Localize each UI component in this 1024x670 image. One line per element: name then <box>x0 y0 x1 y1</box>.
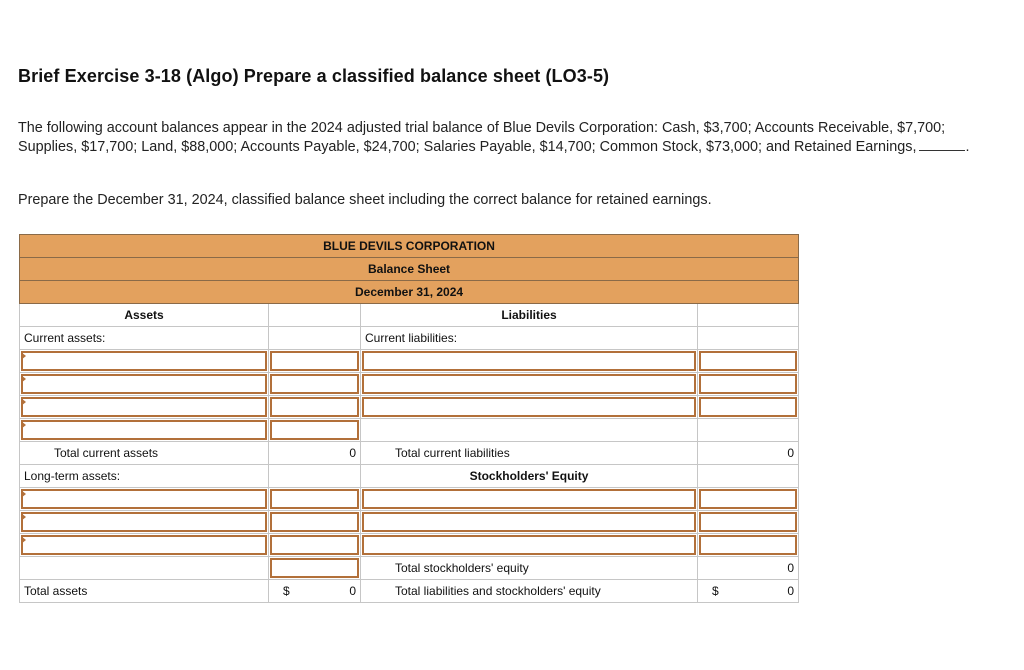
section-label-row <box>20 327 799 350</box>
current-asset-entry-row-2 <box>20 373 799 396</box>
current-liability-account-select-1[interactable] <box>362 351 696 371</box>
empty-cell <box>361 419 698 442</box>
grand-total-row <box>20 580 799 603</box>
current-asset-account-cell <box>20 350 269 373</box>
empty-cell <box>698 465 799 488</box>
long-term-asset-account-select-3[interactable] <box>21 535 267 555</box>
empty-cell <box>20 557 269 580</box>
problem-text-body: The following account balances appear in the 2024 adjusted trial balance of Blue Devils Corporation: Cash, $3,700; Accounts Receivable, $7,700; Supplies, $17,700; Land, $88,000; Accounts Payable, $24,700; Salaries Payable, $14,700; Common Stock, $73,000; and Retained Earnings, <box>18 120 946 155</box>
current-asset-amount-cell <box>269 419 361 442</box>
current-asset-entry-row-3 <box>20 396 799 419</box>
section-label-row-2 <box>20 465 799 488</box>
current-asset-account-cell <box>20 419 269 442</box>
balance-sheet-table <box>19 234 799 603</box>
total-assets-label: Total assets <box>20 580 269 603</box>
total-stockholders-equity-value: 0 <box>698 557 799 580</box>
equity-total-row <box>20 557 799 580</box>
current-asset-amount-cell <box>269 350 361 373</box>
company-name: BLUE DEVILS CORPORATION <box>20 235 799 258</box>
empty-cell <box>698 304 799 327</box>
column-header-row <box>20 304 799 327</box>
long-term-asset-amount-cell <box>269 534 361 557</box>
current-liability-account-cell <box>361 373 698 396</box>
empty-cell <box>698 419 799 442</box>
equity-amount-cell <box>698 488 799 511</box>
current-liability-amount-cell <box>698 373 799 396</box>
long-term-asset-amount-input-3[interactable] <box>270 535 359 555</box>
total-liabilities-equity-label: Total liabilities and stockholders' equity <box>361 580 698 603</box>
current-liability-amount-input-1[interactable] <box>699 351 797 371</box>
stockholders-equity-header: Stockholders' Equity <box>361 465 698 488</box>
long-term-asset-amount-input-4[interactable] <box>270 558 359 578</box>
total-liabilities-equity-currency: $ <box>712 584 719 598</box>
long-term-asset-account-select-1[interactable] <box>21 489 267 509</box>
long-term-asset-account-cell <box>20 488 269 511</box>
empty-cell <box>269 465 361 488</box>
long-term-asset-entry-row-1 <box>20 488 799 511</box>
current-liability-amount-input-2[interactable] <box>699 374 797 394</box>
current-liability-amount-input-3[interactable] <box>699 397 797 417</box>
equity-account-cell <box>361 534 698 557</box>
current-asset-account-select-2[interactable] <box>21 374 267 394</box>
assets-header: Assets <box>20 304 269 327</box>
total-assets-currency: $ <box>283 584 290 598</box>
long-term-asset-amount-input-2[interactable] <box>270 512 359 532</box>
current-liability-account-select-2[interactable] <box>362 374 696 394</box>
total-liabilities-equity-cell <box>698 580 799 603</box>
totals-row-current <box>20 442 799 465</box>
current-asset-amount-input-1[interactable] <box>270 351 359 371</box>
current-liability-account-cell <box>361 350 698 373</box>
instruction-text: Prepare the December 31, 2024, classified balance sheet including the correct balance for retained earnings. <box>18 192 712 208</box>
long-term-asset-amount-cell <box>269 488 361 511</box>
long-term-asset-entry-row-2 <box>20 511 799 534</box>
total-current-liabilities-label: Total current liabilities <box>361 442 698 465</box>
current-asset-account-select-3[interactable] <box>21 397 267 417</box>
empty-cell <box>698 327 799 350</box>
current-liability-amount-cell <box>698 396 799 419</box>
total-current-liabilities-value: 0 <box>698 442 799 465</box>
current-asset-amount-input-3[interactable] <box>270 397 359 417</box>
equity-account-select-3[interactable] <box>362 535 696 555</box>
current-asset-amount-cell <box>269 396 361 419</box>
equity-account-select-1[interactable] <box>362 489 696 509</box>
exercise-title: Brief Exercise 3-18 (Algo) Prepare a classified balance sheet (LO3-5) <box>18 66 610 86</box>
equity-amount-cell <box>698 534 799 557</box>
header-row-statement <box>20 258 799 281</box>
current-assets-label: Current assets: <box>20 327 269 350</box>
equity-amount-cell <box>698 511 799 534</box>
equity-amount-input-3[interactable] <box>699 535 797 555</box>
total-current-assets-label: Total current assets <box>20 442 269 465</box>
long-term-asset-amount-cell <box>269 511 361 534</box>
total-current-assets-value: 0 <box>269 442 361 465</box>
empty-cell <box>269 304 361 327</box>
long-term-asset-amount-cell <box>269 557 361 580</box>
current-asset-amount-cell <box>269 373 361 396</box>
statement-date: December 31, 2024 <box>20 281 799 304</box>
statement-name: Balance Sheet <box>20 258 799 281</box>
long-term-asset-entry-row-3 <box>20 534 799 557</box>
header-row-date <box>20 281 799 304</box>
long-term-asset-amount-input-1[interactable] <box>270 489 359 509</box>
problem-text <box>18 119 1008 156</box>
current-liabilities-label: Current liabilities: <box>361 327 698 350</box>
current-liability-account-cell <box>361 396 698 419</box>
equity-account-select-2[interactable] <box>362 512 696 532</box>
equity-amount-input-1[interactable] <box>699 489 797 509</box>
long-term-asset-account-select-2[interactable] <box>21 512 267 532</box>
total-assets-value: 0 <box>349 584 356 598</box>
long-term-assets-label: Long-term assets: <box>20 465 269 488</box>
long-term-asset-account-cell <box>20 534 269 557</box>
total-assets-cell <box>269 580 361 603</box>
current-liability-account-select-3[interactable] <box>362 397 696 417</box>
current-asset-entry-row-1 <box>20 350 799 373</box>
equity-account-cell <box>361 488 698 511</box>
retained-earnings-blank <box>919 137 965 151</box>
liabilities-header: Liabilities <box>361 304 698 327</box>
equity-account-cell <box>361 511 698 534</box>
problem-text-end: . <box>965 139 970 155</box>
current-asset-amount-input-2[interactable] <box>270 374 359 394</box>
current-asset-account-cell <box>20 396 269 419</box>
current-asset-entry-row-4 <box>20 419 799 442</box>
current-asset-account-select-1[interactable] <box>21 351 267 371</box>
total-stockholders-equity-label: Total stockholders' equity <box>361 557 698 580</box>
total-liabilities-equity-value: 0 <box>787 584 795 598</box>
long-term-asset-account-cell <box>20 511 269 534</box>
header-row-company <box>20 235 799 258</box>
current-liability-amount-cell <box>698 350 799 373</box>
empty-cell <box>269 327 361 350</box>
equity-amount-input-2[interactable] <box>699 512 797 532</box>
current-asset-account-select-4[interactable] <box>21 420 267 440</box>
current-asset-amount-input-4[interactable] <box>270 420 359 440</box>
current-asset-account-cell <box>20 373 269 396</box>
